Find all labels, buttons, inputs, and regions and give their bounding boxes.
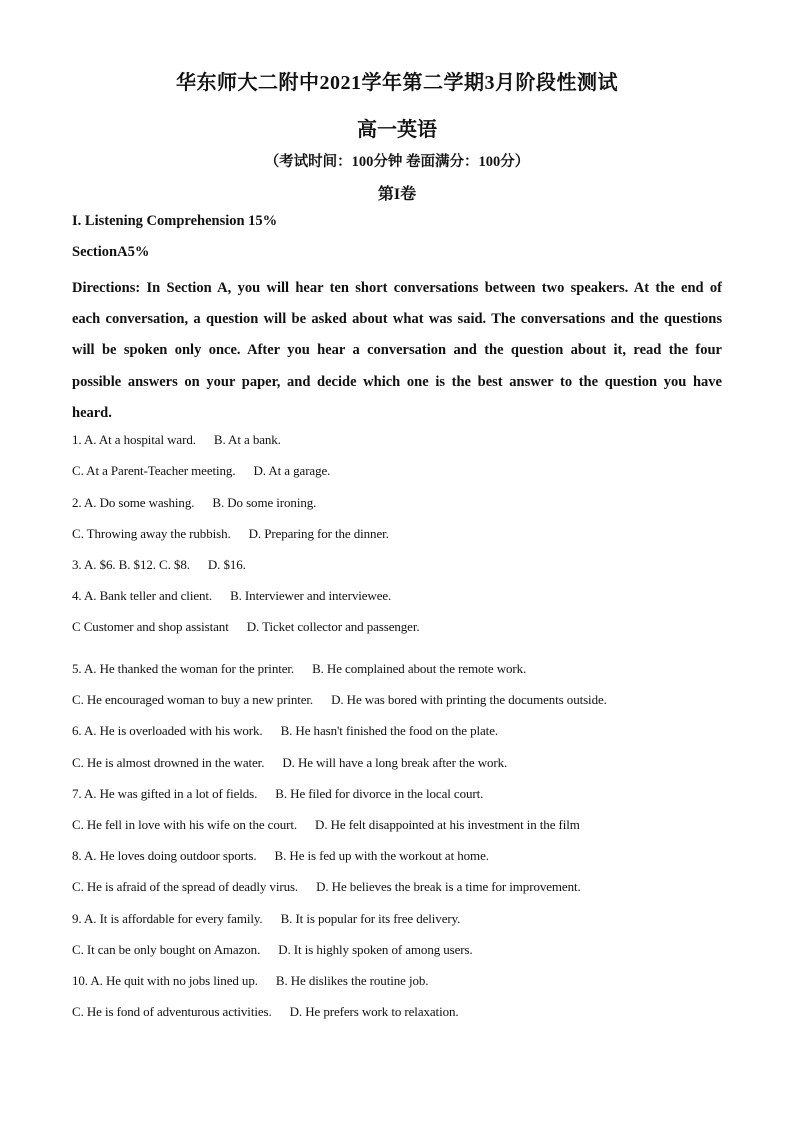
question-line bbox=[72, 495, 316, 511]
option-right: D. He felt disappointed at his investment in the film bbox=[315, 817, 580, 832]
question-line bbox=[72, 692, 607, 708]
option-right: D. Preparing for the dinner. bbox=[248, 526, 389, 541]
option-right: B. He is fed up with the workout at home. bbox=[274, 848, 489, 863]
option-left: C Customer and shop assistant bbox=[72, 619, 229, 634]
question-line bbox=[72, 1004, 459, 1020]
subject-title: 高一英语 bbox=[357, 119, 437, 141]
option-right: D. He prefers work to relaxation. bbox=[289, 1004, 459, 1019]
exam-title: 华东师大二附中2021学年第二学期3月阶段性测试 bbox=[176, 72, 618, 94]
option-right: D. He was bored with printing the documents outside. bbox=[331, 692, 607, 707]
option-left: C. At a Parent-Teacher meeting. bbox=[72, 463, 236, 478]
option-right: D. $16. bbox=[207, 557, 246, 572]
option-left: 9. A. It is affordable for every family. bbox=[72, 911, 263, 926]
option-left: C. He is fond of adventurous activities. bbox=[72, 1004, 272, 1019]
option-left: 2. A. Do some washing. bbox=[72, 495, 195, 510]
question-line bbox=[72, 619, 420, 635]
option-left: 10. A. He quit with no jobs lined up. bbox=[72, 973, 258, 988]
option-right: B. At a bank. bbox=[213, 432, 281, 447]
option-left: 5. A. He thanked the woman for the printer. bbox=[72, 661, 295, 676]
section-heading: I. Listening Comprehension 15% bbox=[72, 213, 278, 229]
question-line bbox=[72, 786, 483, 802]
question-line bbox=[72, 973, 428, 989]
question-line bbox=[72, 463, 330, 479]
option-left: 6. A. He is overloaded with his work. bbox=[72, 723, 263, 738]
question-line bbox=[72, 723, 498, 739]
question-line bbox=[72, 557, 246, 573]
option-right: D. It is highly spoken of among users. bbox=[278, 942, 473, 957]
volume-label: 第I卷 bbox=[377, 186, 417, 203]
directions-text: Directions: In Section A, you will hear ten short conversations between two speakers. At the end of each conversation, a question will be asked about what was said. The conversations and the questions will be spoken only once. After you hear a conversation and the question about it, read the four possible answers on your paper, and decide which one is the best answer to the question you have heard. bbox=[72, 280, 722, 421]
question-line bbox=[72, 817, 580, 833]
option-left: 4. A. Bank teller and client. bbox=[72, 588, 213, 603]
question-line bbox=[72, 911, 460, 927]
option-left: 3. A. $6. B. $12. C. $8. bbox=[72, 557, 190, 572]
exam-info: （考试时间：100分钟 卷面满分：100分） bbox=[264, 154, 530, 170]
option-right: B. He dislikes the routine job. bbox=[275, 973, 429, 988]
option-left: C. He is afraid of the spread of deadly virus. bbox=[72, 879, 299, 894]
question-line bbox=[72, 879, 581, 895]
option-left: 1. A. At a hospital ward. bbox=[72, 432, 196, 447]
option-right: B. Interviewer and interviewee. bbox=[230, 588, 392, 603]
option-right: D. At a garage. bbox=[253, 463, 331, 478]
option-left: C. He fell in love with his wife on the court. bbox=[72, 817, 298, 832]
option-left: C. He encouraged woman to buy a new printer. bbox=[72, 692, 314, 707]
option-left: 8. A. He loves doing outdoor sports. bbox=[72, 848, 257, 863]
question-line bbox=[72, 588, 391, 604]
option-right: D. He will have a long break after the work. bbox=[282, 755, 508, 770]
option-left: C. It can be only bought on Amazon. bbox=[72, 942, 261, 957]
question-line bbox=[72, 432, 281, 448]
question-line bbox=[72, 848, 489, 864]
question-line bbox=[72, 942, 473, 958]
option-right: D. Ticket collector and passenger. bbox=[246, 619, 420, 634]
option-right: B. It is popular for its free delivery. bbox=[280, 911, 461, 926]
option-left: C. Throwing away the rubbish. bbox=[72, 526, 231, 541]
option-right: B. He complained about the remote work. bbox=[312, 661, 527, 676]
question-line bbox=[72, 755, 507, 771]
question-line bbox=[72, 661, 526, 677]
option-right: D. He believes the break is a time for improvement. bbox=[316, 879, 581, 894]
option-right: B. He hasn't finished the food on the plate. bbox=[280, 723, 499, 738]
option-right: B. He filed for divorce in the local court. bbox=[275, 786, 484, 801]
option-right: B. Do some ironing. bbox=[212, 495, 317, 510]
option-left: 7. A. He was gifted in a lot of fields. bbox=[72, 786, 258, 801]
question-line bbox=[72, 526, 389, 542]
option-left: C. He is almost drowned in the water. bbox=[72, 755, 265, 770]
section-subheading: SectionA5% bbox=[72, 244, 150, 260]
